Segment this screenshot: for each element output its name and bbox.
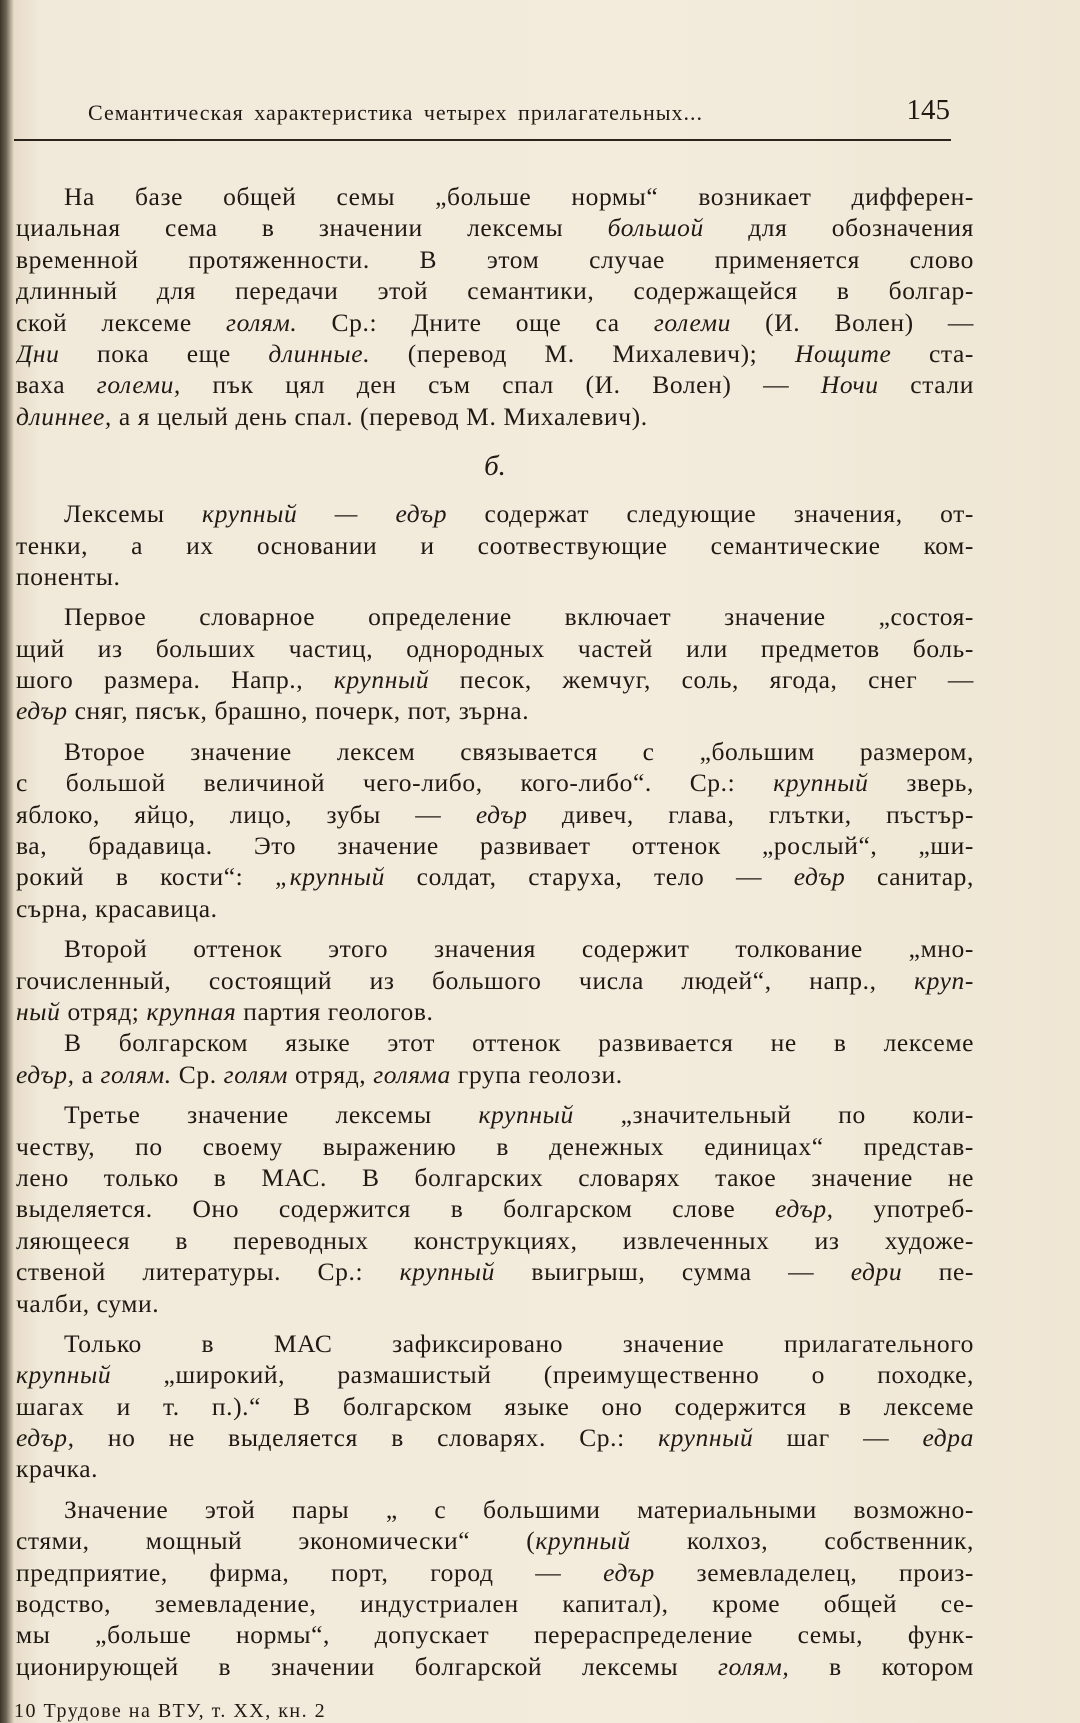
text-run: яблоко, яйцо, лицо, зубы — <box>16 799 476 829</box>
text-line <box>16 1131 974 1162</box>
text-run: поненты. <box>16 561 121 591</box>
text-run: песок, жемчуг, соль, ягода, снег — <box>429 665 974 695</box>
text-run: ста- <box>891 338 974 368</box>
italic-term: Нощите <box>794 338 892 368</box>
italic-term: крупная <box>146 996 237 1026</box>
text-line <box>16 1027 974 1058</box>
italic-term: круп- <box>914 965 974 995</box>
text-line <box>16 275 974 306</box>
text-line <box>16 1059 974 1090</box>
text-run: циальная сема в значении лексемы <box>16 213 608 243</box>
italic-term: големи <box>653 307 731 337</box>
text-run: длинный для передачи этой семантики, содержащейся в болгар- <box>16 276 974 306</box>
text-line <box>16 1525 974 1556</box>
text-run: честву, по своему выражению в денежных единицах“ представ- <box>16 1131 974 1161</box>
text-line <box>16 1256 974 1287</box>
italic-term: едър <box>603 1557 655 1587</box>
text-run: „широкий, размашистый (преимущественно о походке, <box>111 1360 974 1390</box>
text-line <box>16 369 974 400</box>
text-run: лено только в МАС. В болгарских словарях такое значение не <box>16 1162 974 1192</box>
text-line <box>16 561 974 592</box>
text-line <box>16 212 974 243</box>
text-run: тенки, а их основании и соотвествующие семантические ком- <box>16 530 974 560</box>
text-run: с большой величиной чего-либо, кого-либо“. Ср.: <box>16 768 774 798</box>
italic-term: едра <box>922 1423 974 1453</box>
text-line <box>16 401 974 432</box>
text-line <box>16 1422 974 1453</box>
italic-term: крупный <box>333 665 430 695</box>
italic-term: едър, <box>16 1423 75 1453</box>
text-run: дивеч, глава, глътки, пъстър- <box>527 799 974 829</box>
running-header <box>88 92 950 132</box>
italic-term: едър, <box>16 1059 75 1089</box>
text-run: Ср. <box>171 1059 224 1089</box>
text-run: Ср.: Дните още са <box>297 307 654 337</box>
text-line <box>16 736 974 767</box>
text-run: пък цял ден съм спал (И. Волен) — <box>180 370 821 400</box>
text-run: група геолози. <box>450 1059 623 1089</box>
text-run: партия геологов. <box>236 996 434 1026</box>
text-run: мы „больше нормы“, допускает перераспределение семы, функ- <box>16 1620 974 1650</box>
italic-term: едър <box>16 696 68 726</box>
text-run: а <box>74 1059 101 1089</box>
text-line <box>16 498 974 529</box>
text-line <box>16 1651 974 1682</box>
text-run: (перевод М. Михалевич); <box>370 338 795 368</box>
text-line <box>16 767 974 798</box>
text-line <box>16 1099 974 1130</box>
text-line <box>16 1328 974 1359</box>
text-run: ционирующей в значении болгарской лексемы <box>16 1651 719 1681</box>
section-heading: б. <box>484 450 506 483</box>
header-rule <box>14 139 951 141</box>
text-run: предприятие, фирма, порт, город — <box>16 1557 604 1587</box>
text-run: ской лексеме <box>16 307 227 337</box>
text-line <box>16 695 974 726</box>
page-number: 145 <box>906 94 950 126</box>
italic-term: крупный <box>478 1100 574 1130</box>
italic-term: едър <box>793 862 846 892</box>
text-line <box>16 244 974 275</box>
italic-term: крупный <box>399 1257 495 1287</box>
text-line <box>16 830 974 861</box>
italic-term: длиннее, <box>16 401 112 431</box>
text-line <box>16 965 974 996</box>
text-line <box>16 664 974 695</box>
text-line <box>16 530 974 561</box>
text-run: На базе общей семы „больше нормы“ возникает дифферен- <box>64 182 974 211</box>
text-run: водство, земевладение, индустриален капитал), кроме общей се- <box>16 1589 974 1619</box>
italic-term: едър, <box>775 1194 834 1224</box>
text-run: для обозначения <box>703 213 974 243</box>
text-run: шаг — <box>753 1423 923 1453</box>
text-run: ственой литературы. Ср.: <box>16 1257 400 1287</box>
text-run: санитар, <box>845 862 974 892</box>
text-run: пока еще <box>59 338 269 368</box>
text-run: зверь, <box>868 768 974 798</box>
italic-term: „крупный <box>274 862 386 892</box>
text-run: употреб- <box>833 1194 974 1224</box>
text-line <box>16 799 974 830</box>
text-run: В болгарском языке этот оттенок развивается не в лексеме <box>64 1028 974 1058</box>
text-run: но не выделяется в словарях. Ср.: <box>74 1423 659 1453</box>
text-run: Лексемы <box>64 499 203 529</box>
text-run: Второе значение лексем связывается с „большим размером, <box>64 736 974 766</box>
text-run: ва, брадавица. Это значение развивает оттенок „рослый“, „ши- <box>16 831 974 861</box>
text-run: солдат, старуха, тело — <box>385 862 794 892</box>
text-run: гочисленный, состоящий из большого числа людей“, напр., <box>16 965 915 995</box>
italic-term: голям. <box>226 307 298 337</box>
text-run: Значение этой пары „ с большими материальными возможно- <box>64 1494 974 1524</box>
text-line <box>16 307 974 338</box>
text-run: Только в МАС зафиксировано значение прилагательного <box>64 1328 974 1358</box>
text-run: рокий в кости“: <box>16 862 275 892</box>
italic-term: Ночи <box>820 370 879 400</box>
text-run: Третье значение лексемы <box>64 1100 479 1130</box>
text-line <box>16 1391 974 1422</box>
text-run: пе- <box>902 1257 974 1287</box>
text-run: выделяется. Оно содержится в болгарском слове <box>16 1194 776 1224</box>
text-run: сърна, красавица. <box>16 893 218 923</box>
text-run: в котором <box>789 1651 974 1681</box>
text-line <box>16 893 974 924</box>
text-line <box>16 1225 974 1256</box>
text-run: ваха <box>16 370 97 400</box>
text-run: колхоз, собственник, <box>630 1526 974 1556</box>
italic-term: крупный <box>535 1526 631 1556</box>
text-line <box>16 1494 974 1525</box>
text-line <box>16 861 974 892</box>
text-line <box>16 1359 974 1390</box>
italic-term: крупный <box>16 1360 112 1390</box>
italic-term: крупный — едър <box>202 499 448 529</box>
text-line <box>16 1557 974 1588</box>
text-run: шагах и т. п.).“ В болгарском языке оно содержится в лексеме <box>16 1391 974 1421</box>
text-run: стями, мощный экономически“ ( <box>16 1526 536 1556</box>
italic-term: крупный <box>658 1423 754 1453</box>
text-line <box>16 633 974 664</box>
italic-term: едри <box>850 1257 903 1287</box>
text-line <box>16 1162 974 1193</box>
italic-term: ный <box>16 996 61 1026</box>
text-run: „значительный по коли- <box>573 1100 974 1130</box>
text-run: земевладелец, произ- <box>654 1557 974 1587</box>
text-run: щий из больших частиц, однородных частей или предметов боль- <box>16 633 974 663</box>
italic-term: длинные. <box>268 338 371 368</box>
text-run: Второй оттенок этого значения содержит толкование „мно- <box>64 934 974 964</box>
text-line <box>16 181 974 212</box>
text-run: а я целый день спал. (перевод М. Михалевич). <box>111 401 648 431</box>
text-line <box>16 1588 974 1619</box>
text-line <box>16 1193 974 1224</box>
italic-term: голям. <box>100 1059 172 1089</box>
text-run: отряд; <box>60 996 147 1026</box>
text-run: ляющееся в переводных конструкциях, извлеченных из художе- <box>16 1225 974 1255</box>
text-run: временной протяженности. В этом случае применяется слово <box>16 244 974 274</box>
text-run: чалби, суми. <box>16 1288 160 1318</box>
text-run: шого размера. Напр., <box>16 665 334 695</box>
text-run: крачка. <box>16 1454 99 1484</box>
text-run: сняг, пясък, брашно, почерк, пот, зърна. <box>67 696 530 726</box>
text-line <box>16 601 974 632</box>
italic-term: едър <box>475 799 528 829</box>
text-run: стали <box>878 370 974 400</box>
italic-term: голям <box>223 1059 288 1089</box>
text-line <box>16 996 974 1027</box>
text-line <box>16 1619 974 1650</box>
text-line <box>16 1288 974 1319</box>
italic-term: големи, <box>96 370 181 400</box>
italic-term: Дни <box>16 338 60 368</box>
text-run: (И. Волен) — <box>730 307 974 337</box>
italic-term: крупный <box>773 768 869 798</box>
text-run: отряд, <box>287 1059 374 1089</box>
text-run: выигрыш, сумма — <box>494 1257 851 1287</box>
text-line <box>16 1453 974 1484</box>
running-head-title: Семантическая характеристика четырех прилагательных... <box>88 100 704 125</box>
signature-footer: 10 Трудове на ВТУ, т. XX, кн. 2 <box>14 1700 327 1722</box>
text-line <box>16 338 974 369</box>
body-text <box>16 181 974 1682</box>
italic-term: голяма <box>373 1059 451 1089</box>
text-line <box>16 933 974 964</box>
text-run: Первое словарное определение включает значение „состоя- <box>64 602 974 632</box>
italic-term: голям, <box>718 1651 790 1681</box>
italic-term: большой <box>607 213 704 243</box>
text-run: содержат следующие значения, от- <box>447 499 974 529</box>
